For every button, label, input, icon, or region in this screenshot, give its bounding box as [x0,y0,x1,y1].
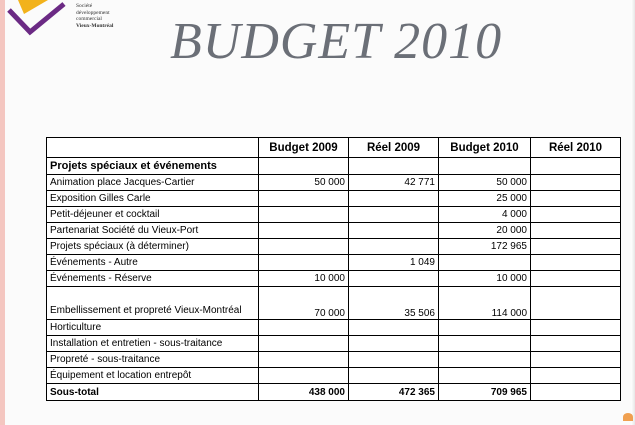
cell-reel2010 [531,271,621,287]
cell-reel2009 [349,320,439,336]
cell-budget2010 [439,320,531,336]
cell-reel2009 [349,352,439,368]
cell-budget2010 [439,352,531,368]
cell-reel2009 [349,207,439,223]
cell [259,158,349,175]
section-row [47,158,621,175]
cell-budget2009 [259,207,349,223]
row-label: Partenariat Société du Vieux-Port [47,223,259,239]
cell-budget2010: 50 000 [439,175,531,191]
cell-budget2009 [259,191,349,207]
cell-budget2009: 438 000 [259,384,349,401]
page-right-shadow [631,0,635,425]
row-label: Installation et entretien - sous-traitance [47,336,259,352]
logo-line-1: Société [76,3,93,9]
column-header-reel-2010: Réel 2010 [531,138,621,158]
column-header-reel-2009: Réel 2009 [349,138,439,158]
table-header-row [47,138,621,158]
subtotal-row [47,384,621,401]
cell-reel2009: 472 365 [349,384,439,401]
cell-reel2010 [531,239,621,255]
table-row [47,175,621,191]
table-row [47,191,621,207]
cell-reel2010 [531,207,621,223]
cell-budget2010: 709 965 [439,384,531,401]
row-label: Petit-déjeuner et cocktail [47,207,259,223]
cell-budget2009 [259,223,349,239]
row-label: Embellissement et propreté Vieux-Montréal [47,287,259,320]
logo-line-4: Vieux-Montréal [76,22,114,29]
cell-budget2010: 20 000 [439,223,531,239]
table-row [47,320,621,336]
cell-reel2009 [349,336,439,352]
logo-line-3: commercial [76,16,102,22]
row-label: Événements - Réserve [47,271,259,287]
cell-reel2010 [531,336,621,352]
cell-reel2010 [531,320,621,336]
cell-budget2010: 25 000 [439,191,531,207]
row-label: Événements - Autre [47,255,259,271]
page-title: BUDGET 2010 [170,13,503,70]
column-header-label [47,138,259,158]
cell-reel2010 [531,255,621,271]
cell [439,158,531,175]
cell-reel2010 [531,223,621,239]
cell-reel2010 [531,352,621,368]
cell-budget2009 [259,352,349,368]
cell-budget2010: 172 965 [439,239,531,255]
row-label: Propreté - sous-traitance [47,352,259,368]
table-row [47,255,621,271]
table-row [47,223,621,239]
cell-budget2010: 114 000 [439,287,531,320]
table-row [47,207,621,223]
section-title: Projets spéciaux et événements [47,158,259,175]
cell-reel2009: 1 049 [349,255,439,271]
corner-mark-icon [623,413,633,421]
table-row [47,336,621,352]
logo-gold-shape [18,0,48,14]
cell-budget2009 [259,255,349,271]
cell-budget2010 [439,368,531,384]
table-row [47,271,621,287]
cell-reel2009 [349,223,439,239]
cell-reel2009 [349,271,439,287]
cell-budget2010 [439,336,531,352]
page-left-border [0,0,5,425]
row-label: Animation place Jacques-Cartier [47,175,259,191]
cell-budget2009: 70 000 [259,287,349,320]
cell [531,158,621,175]
table-row [47,239,621,255]
row-label: Horticulture [47,320,259,336]
row-label: Projets spéciaux (à déterminer) [47,239,259,255]
cell-reel2010 [531,287,621,320]
logo-line-2: développement [76,9,110,16]
cell-budget2009: 50 000 [259,175,349,191]
column-header-budget-2010: Budget 2010 [439,138,531,158]
cell-reel2009 [349,239,439,255]
sdc-logo [6,0,66,44]
cell-budget2009 [259,368,349,384]
budget-table [46,137,621,401]
cell-budget2009: 10 000 [259,271,349,287]
logo-text [76,3,113,29]
cell-reel2010 [531,175,621,191]
row-label: Exposition Gilles Carle [47,191,259,207]
cell-budget2010: 10 000 [439,271,531,287]
cell-reel2010 [531,191,621,207]
table-row [47,368,621,384]
row-label: Équipement et location entrepôt [47,368,259,384]
cell-budget2009 [259,320,349,336]
cell-reel2010 [531,368,621,384]
cell-budget2009 [259,336,349,352]
cell-budget2009 [259,239,349,255]
cell-reel2009 [349,368,439,384]
cell-reel2009: 42 771 [349,175,439,191]
cell-reel2010 [531,384,621,401]
logo-purple-shape [9,4,64,32]
table-row [47,352,621,368]
cell [349,158,439,175]
cell-reel2009 [349,191,439,207]
row-label: Sous-total [47,384,259,401]
column-header-budget-2009: Budget 2009 [259,138,349,158]
cell-budget2010: 4 000 [439,207,531,223]
cell-reel2009: 35 506 [349,287,439,320]
cell-budget2010 [439,255,531,271]
table-row [47,287,621,320]
